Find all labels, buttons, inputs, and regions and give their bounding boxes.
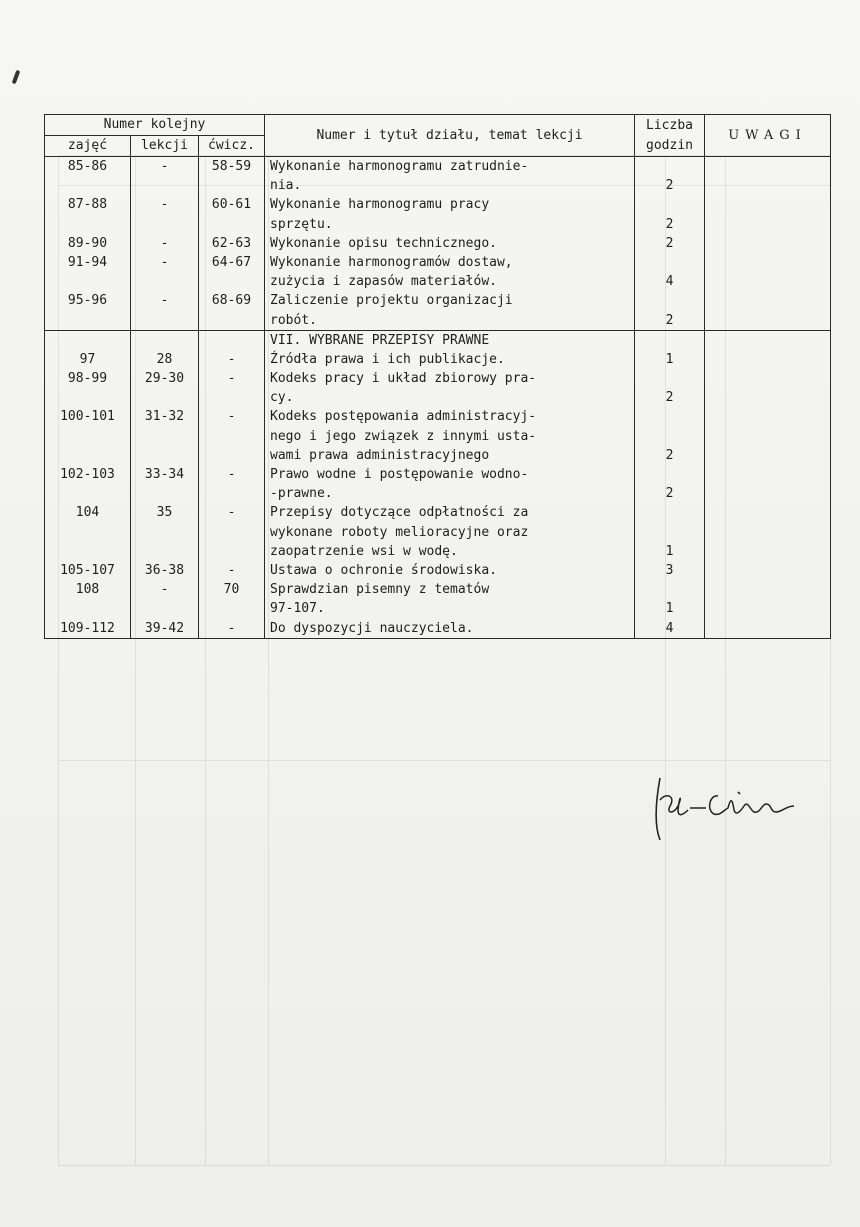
hours-value: 1 — [665, 543, 674, 559]
empty-line — [45, 523, 130, 542]
topic-cell — [265, 234, 635, 253]
lesson-number-value: 36-38 — [144, 562, 185, 578]
empty-line — [635, 523, 704, 542]
class-number-value: 87-88 — [67, 197, 108, 213]
topic-cell — [265, 291, 635, 330]
lesson-number-value: 31-32 — [144, 409, 185, 425]
exercise-number-cell — [199, 195, 265, 233]
remarks-cell — [705, 330, 831, 350]
empty-line — [199, 484, 264, 503]
lesson-number-cell — [131, 407, 199, 465]
class-number-cell — [45, 561, 131, 580]
empty-line — [199, 542, 264, 561]
lesson-number-cell — [131, 234, 199, 253]
topic-line: Do dyspozycji nauczyciela. — [270, 620, 474, 636]
class-number-cell — [45, 580, 131, 618]
empty-line — [131, 523, 198, 542]
hours-cell — [635, 253, 705, 291]
hours-cell — [635, 369, 705, 407]
hours-cell — [635, 503, 705, 561]
empty-line — [199, 272, 264, 291]
lesson-number-value: - — [160, 254, 169, 270]
remarks-cell — [705, 465, 831, 503]
lesson-number-value: - — [160, 159, 169, 174]
remarks-cell — [705, 234, 831, 253]
exercise-number-value: - — [227, 467, 236, 482]
exercise-number-value: 60-61 — [211, 197, 252, 213]
class-number-cell — [45, 503, 131, 561]
empty-line — [45, 311, 130, 330]
class-number-value: 105-107 — [60, 562, 115, 578]
exercise-number-value: 58-59 — [211, 159, 252, 174]
topic-line: 97-107. — [270, 601, 325, 617]
empty-line — [131, 427, 198, 446]
topic-line: Prawo wodne i postępowanie wodno- — [270, 467, 529, 482]
empty-line — [635, 580, 704, 599]
class-number-cell — [45, 350, 131, 369]
hours-value — [635, 331, 704, 350]
exercise-number-cell — [199, 561, 265, 580]
class-number-cell — [45, 369, 131, 407]
header-hours — [635, 115, 705, 157]
hours-cell — [635, 350, 705, 369]
empty-line — [131, 446, 198, 465]
topic-cell — [265, 465, 635, 503]
table-row — [45, 561, 831, 580]
remarks-cell — [705, 503, 831, 561]
topic-cell — [265, 157, 635, 196]
hours-value: 2 — [665, 216, 674, 232]
topic-cell — [265, 407, 635, 465]
topic-line: Wykonanie harmonogramów dostaw, — [270, 254, 513, 270]
class-number-value: 95-96 — [67, 293, 108, 309]
exercise-number-value: 64-67 — [211, 254, 252, 270]
lesson-number-value: - — [160, 582, 169, 598]
table-row — [45, 157, 831, 196]
empty-line — [635, 427, 704, 446]
empty-line — [199, 427, 264, 446]
exercise-number-value: - — [227, 351, 236, 367]
topic-line: Kodeks postępowania administracyj- — [270, 409, 537, 425]
empty-line — [199, 599, 264, 618]
topic-line: Wykonanie harmonogramu zatrudnie- — [270, 159, 529, 174]
remarks-cell — [705, 291, 831, 330]
empty-line — [199, 311, 264, 330]
lesson-number-cell — [131, 330, 199, 350]
class-number-value: 97 — [79, 351, 96, 367]
exercise-number-value: - — [227, 620, 236, 636]
hours-cell — [635, 157, 705, 196]
empty-line — [131, 311, 198, 330]
topic-cell — [265, 619, 635, 639]
empty-line — [635, 195, 704, 214]
hours-cell — [635, 234, 705, 253]
empty-line — [45, 599, 130, 618]
exercise-number-cell — [199, 503, 265, 561]
lesson-number-cell — [131, 253, 199, 291]
exercise-number-cell — [199, 407, 265, 465]
header-classes: zajęć — [45, 136, 131, 157]
lesson-number-cell — [131, 157, 199, 196]
empty-line — [199, 176, 264, 195]
exercise-number-value: 68-69 — [211, 293, 252, 309]
class-number-value: 108 — [75, 582, 100, 598]
topic-cell — [265, 253, 635, 291]
lesson-number-cell — [131, 503, 199, 561]
lesson-number-cell — [131, 619, 199, 639]
hours-cell — [635, 561, 705, 580]
lesson-number-cell — [131, 350, 199, 369]
header-hours-line2: godzin — [646, 137, 693, 153]
empty-line — [45, 542, 130, 561]
lesson-number-cell — [131, 291, 199, 330]
topic-line: -prawne. — [270, 486, 333, 502]
table-row — [45, 291, 831, 330]
topic-line: Wykonanie opisu technicznego. — [270, 235, 497, 251]
empty-line — [199, 523, 264, 542]
remarks-cell — [705, 580, 831, 618]
topic-cell — [265, 503, 635, 561]
remarks-cell — [705, 407, 831, 465]
topic-line: Źródła prawa i ich publikacje. — [270, 351, 505, 367]
class-number-cell — [45, 330, 131, 350]
exercise-number-value: - — [227, 409, 236, 425]
lesson-number-value: 29-30 — [144, 371, 185, 387]
remarks-cell — [705, 369, 831, 407]
empty-line — [131, 272, 198, 291]
empty-line — [635, 465, 704, 484]
topic-line: nego i jego związek z innymi usta- — [270, 428, 537, 444]
topic-line: cy. — [270, 390, 294, 406]
hours-value: 2 — [665, 312, 674, 328]
header-hours-line1: Liczba — [646, 118, 693, 134]
exercise-number-value — [199, 331, 264, 350]
lesson-number-value: - — [160, 197, 169, 213]
exercise-number-cell — [199, 465, 265, 503]
lesson-number-value: - — [160, 293, 169, 309]
class-number-value: 109-112 — [60, 620, 115, 636]
class-number-value: 98-99 — [67, 371, 108, 387]
hours-value: 1 — [665, 351, 674, 367]
exercise-number-cell — [199, 157, 265, 196]
hours-value: 1 — [665, 601, 674, 617]
empty-line — [199, 388, 264, 407]
topic-cell — [265, 350, 635, 369]
topic-cell — [265, 369, 635, 407]
remarks-cell — [705, 619, 831, 639]
hours-value: 3 — [665, 562, 674, 578]
lesson-number-value: 39-42 — [144, 620, 185, 636]
hours-value: 2 — [665, 235, 674, 251]
hours-cell — [635, 195, 705, 233]
header-remarks: UWAGI — [705, 115, 831, 157]
lesson-number-cell — [131, 195, 199, 233]
empty-line — [131, 542, 198, 561]
exercise-number-cell — [199, 253, 265, 291]
exercise-number-cell — [199, 619, 265, 639]
header-sequence-number: Numer kolejny — [45, 115, 265, 136]
topic-line: sprzętu. — [270, 216, 333, 232]
empty-line — [45, 427, 130, 446]
hours-cell — [635, 580, 705, 618]
table-row — [45, 253, 831, 291]
hours-cell — [635, 407, 705, 465]
class-number-value — [45, 331, 130, 350]
empty-line — [45, 215, 130, 234]
topic-cell — [265, 561, 635, 580]
table-row — [45, 503, 831, 561]
class-number-value: 91-94 — [67, 254, 108, 270]
topic-line: Zaliczenie projektu organizacji — [270, 293, 513, 309]
topic-line: zaopatrzenie wsi w wodę. — [270, 543, 458, 559]
hours-cell — [635, 330, 705, 350]
exercise-number-value: - — [227, 505, 236, 521]
remarks-cell — [705, 195, 831, 233]
exercise-number-value: - — [227, 371, 236, 387]
exercise-number-cell — [199, 369, 265, 407]
remarks-cell — [705, 157, 831, 196]
section-title-cell — [265, 330, 635, 350]
header-lessons: lekcji — [131, 136, 199, 157]
class-number-value: 100-101 — [60, 409, 115, 425]
hours-value: 4 — [665, 274, 674, 290]
table-row — [45, 407, 831, 465]
hours-value: 2 — [665, 486, 674, 502]
exercise-number-value: 62-63 — [211, 235, 252, 251]
class-number-value: 102-103 — [60, 467, 115, 482]
empty-line — [635, 503, 704, 522]
lesson-number-value: 28 — [156, 351, 173, 367]
class-number-cell — [45, 407, 131, 465]
exercise-number-cell — [199, 350, 265, 369]
lesson-number-cell — [131, 561, 199, 580]
header-exercises: ćwicz. — [199, 136, 265, 157]
class-number-cell — [45, 234, 131, 253]
hours-cell — [635, 291, 705, 330]
hours-cell — [635, 465, 705, 503]
topic-line: nia. — [270, 178, 302, 194]
table-row — [45, 195, 831, 233]
section-title: VII. WYBRANE PRZEPISY PRAWNE — [270, 332, 490, 348]
class-number-cell — [45, 195, 131, 233]
exercise-number-value: - — [227, 562, 236, 578]
topic-line: zużycia i zapasów materiałów. — [270, 274, 497, 290]
exercise-number-cell — [199, 330, 265, 350]
class-number-value: 85-86 — [67, 159, 108, 174]
topic-line: Wykonanie harmonogramu pracy — [270, 197, 490, 213]
exercise-number-value: 70 — [223, 582, 240, 598]
empty-line — [635, 157, 704, 176]
empty-line — [45, 272, 130, 291]
class-number-value: 104 — [75, 505, 100, 521]
class-number-value: 89-90 — [67, 235, 108, 251]
lesson-number-value — [131, 331, 198, 350]
topic-line: Kodeks pracy i układ zbiorowy pra- — [270, 371, 537, 387]
empty-line — [131, 215, 198, 234]
table-row — [45, 580, 831, 618]
topic-line: robót. — [270, 312, 317, 328]
lesson-number-cell — [131, 465, 199, 503]
empty-line — [131, 388, 198, 407]
topic-line: Ustawa o ochronie środowiska. — [270, 562, 497, 578]
topic-cell — [265, 580, 635, 618]
exercise-number-cell — [199, 580, 265, 618]
class-number-cell — [45, 291, 131, 330]
exercise-number-cell — [199, 234, 265, 253]
hours-value: 2 — [665, 178, 674, 194]
schedule-table — [44, 114, 831, 639]
empty-line — [131, 176, 198, 195]
table-row — [45, 369, 831, 407]
empty-line — [45, 176, 130, 195]
empty-line — [45, 446, 130, 465]
table-row — [45, 619, 831, 639]
table-row — [45, 234, 831, 253]
hours-value: 2 — [665, 447, 674, 463]
hours-cell — [635, 619, 705, 639]
topic-line: wykonane roboty melioracyjne oraz — [270, 524, 529, 540]
class-number-cell — [45, 619, 131, 639]
lesson-number-value: - — [160, 235, 169, 251]
teacher-signature — [648, 770, 808, 850]
empty-line — [635, 407, 704, 426]
header-section-title: Numer i tytuł działu, temat lekcji — [265, 115, 635, 157]
lesson-number-value: 33-34 — [144, 467, 185, 482]
exercise-number-cell — [199, 291, 265, 330]
section-heading-row — [45, 330, 831, 350]
topic-cell — [265, 195, 635, 233]
empty-line — [199, 446, 264, 465]
table-row — [45, 465, 831, 503]
empty-line — [45, 388, 130, 407]
table-row — [45, 350, 831, 369]
topic-line: Sprawdzian pisemny z tematów — [270, 582, 490, 598]
topic-line: Przepisy dotyczące odpłatności za — [270, 505, 529, 521]
remarks-cell — [705, 253, 831, 291]
empty-line — [131, 484, 198, 503]
topic-line: wami prawa administracyjnego — [270, 447, 490, 463]
lesson-number-cell — [131, 580, 199, 618]
hours-value: 2 — [665, 390, 674, 406]
empty-line — [635, 369, 704, 388]
remarks-cell — [705, 561, 831, 580]
lesson-number-cell — [131, 369, 199, 407]
hours-value: 4 — [665, 620, 674, 636]
empty-line — [131, 599, 198, 618]
class-number-cell — [45, 465, 131, 503]
empty-line — [45, 484, 130, 503]
lesson-number-value: 35 — [156, 505, 173, 521]
remarks-cell — [705, 350, 831, 369]
empty-line — [199, 215, 264, 234]
empty-line — [635, 253, 704, 272]
class-number-cell — [45, 253, 131, 291]
empty-line — [635, 291, 704, 310]
class-number-cell — [45, 157, 131, 196]
